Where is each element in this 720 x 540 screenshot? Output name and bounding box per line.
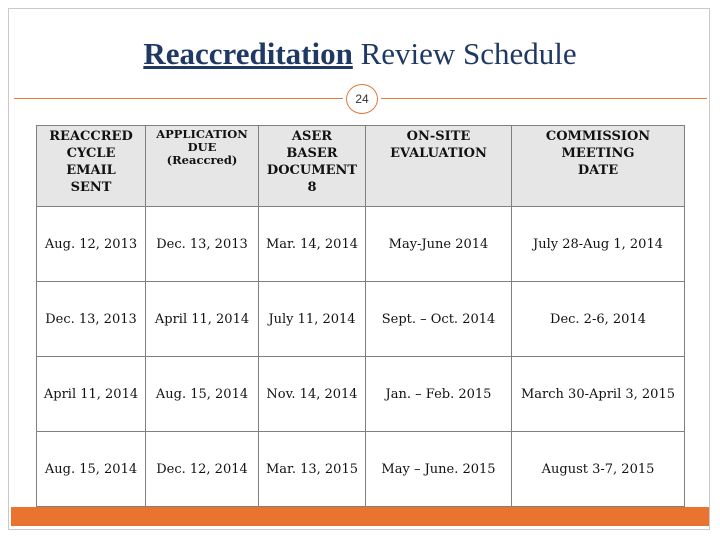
table-cell: Nov. 14, 2014 (259, 357, 366, 432)
header-commission-meeting: COMMISSION MEETING DATE (512, 126, 685, 207)
header-on-site-evaluation: ON-SITE EVALUATION (366, 126, 512, 207)
title-rest: Review Schedule (352, 36, 577, 71)
table-cell: March 30-April 3, 2015 (512, 357, 685, 432)
table-cell: Aug. 15, 2014 (146, 357, 259, 432)
table-row (37, 207, 685, 282)
title-emphasis: Reaccreditation (143, 36, 353, 71)
header-aser-baser: ASER BASER DOCUMENT 8 (259, 126, 366, 207)
header-application-due: APPLICATION DUE (Reaccred) (146, 126, 259, 207)
table-cell: May-June 2014 (366, 207, 512, 282)
table-cell: July 11, 2014 (259, 282, 366, 357)
table-cell: Sept. – Oct. 2014 (366, 282, 512, 357)
table-cell: Aug. 15, 2014 (37, 432, 146, 507)
table-cell: July 28-Aug 1, 2014 (512, 207, 685, 282)
table-row (37, 357, 685, 432)
table-cell: Jan. – Feb. 2015 (366, 357, 512, 432)
header-row (37, 126, 685, 207)
table-cell: May – June. 2015 (366, 432, 512, 507)
page-number-badge: 24 (346, 84, 378, 114)
table-cell: April 11, 2014 (146, 282, 259, 357)
schedule-table (36, 125, 685, 507)
table-cell: Mar. 13, 2015 (259, 432, 366, 507)
table-cell: April 11, 2014 (37, 357, 146, 432)
footer-accent-bar (11, 507, 709, 526)
table-cell: Aug. 12, 2013 (37, 207, 146, 282)
table-cell: August 3-7, 2015 (512, 432, 685, 507)
table-row (37, 282, 685, 357)
table-cell: Dec. 13, 2013 (146, 207, 259, 282)
table-row (37, 432, 685, 507)
title-divider-left (14, 98, 343, 99)
table-cell: Dec. 13, 2013 (37, 282, 146, 357)
table-cell: Dec. 12, 2014 (146, 432, 259, 507)
header-reaccred-cycle: REACCRED CYCLE EMAIL SENT (37, 126, 146, 207)
table-cell: Mar. 14, 2014 (259, 207, 366, 282)
page-title (0, 36, 720, 72)
title-divider-right (381, 98, 707, 99)
table-cell: Dec. 2-6, 2014 (512, 282, 685, 357)
